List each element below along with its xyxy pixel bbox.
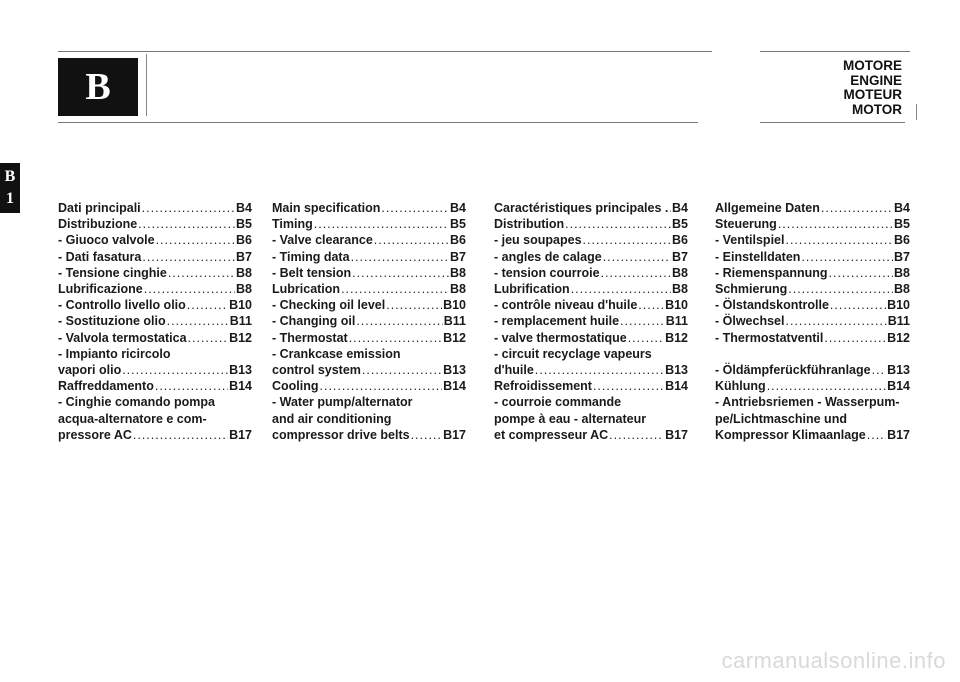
- toc-entry-text: - Ventilspiel: [715, 233, 785, 248]
- toc-entry-page: B13: [665, 363, 688, 378]
- toc-entry-text: - Tensione cinghie: [58, 265, 167, 280]
- toc-dot-leader: [188, 330, 229, 346]
- toc-entry-page: B8: [894, 265, 910, 280]
- toc-entry: [494, 265, 688, 281]
- toc-entry-text: - Riemenspannung: [715, 265, 828, 280]
- toc-entry-page: B14: [887, 379, 910, 394]
- toc-entry-text: - Dati fasatura: [58, 249, 142, 264]
- toc-entry-text: Schmierung: [715, 282, 788, 297]
- toc-entry: [715, 427, 910, 443]
- toc-entry: [715, 216, 910, 232]
- toc-dot-leader: [872, 362, 886, 378]
- header-divider: [146, 54, 147, 116]
- chapter-title-fr: MOTEUR: [843, 87, 902, 102]
- toc-entry-text: Distribuzione: [58, 217, 138, 232]
- toc-entry-page: B14: [229, 379, 252, 394]
- toc-dot-leader: [593, 378, 664, 394]
- toc-entry: [715, 297, 910, 313]
- toc-entry-page: B6: [894, 233, 910, 248]
- toc-entry: [715, 346, 910, 362]
- toc-entry-text: Refroidissement: [494, 379, 592, 394]
- toc-entry: [715, 394, 910, 410]
- side-tab-letter: B: [4, 168, 16, 185]
- toc-dot-leader: [571, 281, 671, 297]
- toc-entry: [494, 394, 688, 410]
- toc-entry-text: Kompressor Klimaanlage: [715, 427, 866, 442]
- toc-entry-text: vapori olio: [58, 363, 122, 378]
- toc-entry: [272, 249, 466, 265]
- toc-entry-page: B10: [229, 298, 252, 313]
- toc-entry-text: Lubrication: [272, 282, 341, 297]
- toc-entry-page: B12: [665, 330, 688, 345]
- toc-entry: [58, 362, 252, 378]
- toc-entry: [58, 330, 252, 346]
- toc-entry-text: - jeu soupapes: [494, 233, 582, 248]
- toc-dot-leader: [821, 200, 893, 216]
- toc-entry-page: B17: [443, 427, 466, 442]
- toc-entry: [272, 330, 466, 346]
- toc-entry-text: and air conditioning: [272, 411, 392, 426]
- side-tab-number: 1: [6, 190, 14, 207]
- toc-entry-page: B5: [672, 217, 688, 232]
- header-bottom-rule: [58, 122, 698, 123]
- toc-dot-leader: [778, 216, 893, 232]
- toc-dot-leader: [583, 232, 671, 248]
- header-top-rule: [58, 51, 712, 52]
- toc-dot-leader: [122, 362, 228, 378]
- toc-dot-leader: [142, 200, 235, 216]
- toc-column-english: [272, 200, 466, 443]
- toc-entry-text: - Ölwechsel: [715, 314, 785, 329]
- toc-column-german: [715, 200, 910, 443]
- toc-dot-leader: [341, 281, 449, 297]
- toc-dot-leader: [138, 216, 235, 232]
- toc-entry-text: Timing: [272, 217, 313, 232]
- toc-dot-leader: [830, 297, 886, 313]
- toc-entry-text: - angles de calage: [494, 249, 602, 264]
- toc-entry-page: B14: [443, 379, 466, 394]
- toc-entry-text: pe/Lichtmaschine und: [715, 411, 847, 426]
- toc-entry: [272, 427, 466, 443]
- toc-entry-text: - Timing data: [272, 249, 350, 264]
- toc-entry-page: B13: [443, 363, 466, 378]
- toc-entry-text: control system: [272, 363, 361, 378]
- toc-entry-page: B7: [450, 249, 466, 264]
- toc-entry-page: B14: [665, 379, 688, 394]
- toc-entry-text: - Thermostat: [272, 330, 348, 345]
- toc-entry-page: B7: [894, 249, 910, 264]
- toc-dot-leader: [351, 249, 449, 265]
- toc-dot-leader: [565, 216, 671, 232]
- toc-entry: [494, 281, 688, 297]
- toc-entry-text: - Belt tension: [272, 265, 352, 280]
- toc-entry-page: B13: [229, 363, 252, 378]
- watermark-text: carmanualsonline.info: [721, 648, 946, 673]
- toc-entry-text: - tension courroie: [494, 265, 600, 280]
- toc-entry-text: - valve thermostatique: [494, 330, 627, 345]
- toc-entry-text: Cooling: [272, 379, 319, 394]
- toc-dot-leader: [638, 297, 664, 313]
- toc-entry-text: Raffreddamento: [58, 379, 154, 394]
- toc-entry-text: - Sostituzione olio: [58, 314, 166, 329]
- toc-entry: [58, 216, 252, 232]
- toc-entry-page: B7: [672, 249, 688, 264]
- toc-entry-page: B12: [229, 330, 252, 345]
- toc-entry: [494, 330, 688, 346]
- toc-entry: [494, 362, 688, 378]
- toc-entry: [715, 411, 910, 427]
- toc-entry-text: Lubrification: [494, 282, 570, 297]
- toc-entry-text: - Impianto ricircolo: [58, 346, 171, 361]
- toc-dot-leader: [386, 297, 442, 313]
- toc-dot-leader: [628, 330, 664, 346]
- toc-entry-text: Lubrificazione: [58, 282, 143, 297]
- toc-entry-text: Kühlung: [715, 379, 766, 394]
- toc-entry-text: compressor drive belts: [272, 427, 410, 442]
- toc-entry: [272, 232, 466, 248]
- toc-entry: [494, 216, 688, 232]
- toc-dot-leader: [349, 330, 442, 346]
- toc-dot-leader: [801, 249, 893, 265]
- toc-entry-text: - Einstelldaten: [715, 249, 801, 264]
- toc-entry-page: B5: [450, 217, 466, 232]
- header-top-rule-right: [760, 51, 910, 52]
- toc-entry-page: B17: [665, 427, 688, 442]
- toc-dot-leader: [411, 427, 443, 443]
- chapter-title-it: MOTORE: [842, 58, 902, 73]
- toc-dot-leader: [609, 427, 664, 443]
- toc-entry-page: B8: [450, 282, 466, 297]
- toc-entry-page: B6: [450, 233, 466, 248]
- toc-entry: [494, 411, 688, 427]
- toc-dot-leader: [142, 249, 235, 265]
- toc-dot-leader: [829, 265, 894, 281]
- toc-entry-page: B8: [672, 265, 688, 280]
- toc-entry-text: - Valve clearance: [272, 233, 373, 248]
- toc-entry: [272, 394, 466, 410]
- toc-entry: [272, 411, 466, 427]
- toc-entry-text: - Antriebsriemen - Wasserpum-: [715, 395, 900, 410]
- toc-entry: [272, 378, 466, 394]
- toc-dot-leader: [352, 265, 449, 281]
- toc-dot-leader: [824, 330, 886, 346]
- toc-dot-leader: [167, 313, 229, 329]
- header-bottom-rule-right: [760, 122, 905, 123]
- chapter-title-en: ENGINE: [850, 72, 902, 88]
- toc-entry-page: B5: [236, 217, 252, 232]
- toc-entry-text: Dati principali: [58, 201, 141, 215]
- toc-entry-text: - remplacement huile: [494, 314, 620, 329]
- toc-entry: [272, 281, 466, 297]
- toc-entry-page: B8: [236, 282, 252, 297]
- toc-entry: [272, 265, 466, 281]
- toc-entry-text: - courroie commande: [494, 395, 622, 410]
- toc-entry-text: Steuerung: [715, 217, 777, 232]
- toc-entry: [58, 346, 252, 362]
- toc-entry: [494, 346, 688, 362]
- toc-entry-page: B11: [229, 314, 252, 329]
- toc-dot-leader: [156, 232, 235, 248]
- toc-entry-page: B5: [894, 217, 910, 232]
- toc-entry-text: Distribution: [494, 217, 565, 232]
- toc-entry-text: - Giuoco valvole: [58, 233, 155, 248]
- toc-entry: [272, 216, 466, 232]
- toc-dot-leader: [356, 313, 442, 329]
- toc-dot-leader: [767, 378, 886, 394]
- toc-entry: [715, 313, 910, 329]
- toc-entry-page: B11: [665, 314, 688, 329]
- toc-entry-text: acqua-alternatore e com-: [58, 411, 207, 426]
- toc-dot-leader: [187, 297, 228, 313]
- toc-entry: [58, 265, 252, 281]
- toc-entry-page: B11: [887, 314, 910, 329]
- toc-entry-page: B6: [236, 233, 252, 248]
- toc-entry: [58, 411, 252, 427]
- toc-entry: [715, 362, 910, 378]
- toc-dot-leader: [601, 265, 671, 281]
- toc-dot-leader: [374, 232, 449, 248]
- toc-entry-text: - circuit recyclage vapeurs: [494, 346, 652, 361]
- toc-entry: [58, 313, 252, 329]
- toc-entry-page: B12: [443, 330, 466, 345]
- toc-dot-leader: [144, 281, 235, 297]
- toc-entry-text: - Crankcase emission: [272, 346, 401, 361]
- toc-entry: [715, 281, 910, 297]
- toc-column-french: [494, 200, 688, 443]
- toc-entry-page: B8: [894, 282, 910, 297]
- toc-entry: [58, 378, 252, 394]
- toc-dot-leader: [320, 378, 443, 394]
- toc-entry: [58, 200, 252, 216]
- toc-entry-text: Allgemeine Daten: [715, 201, 820, 215]
- toc-entry: [494, 297, 688, 313]
- toc-entry: [494, 313, 688, 329]
- toc-entry-text: - Öldämpferückführanlage: [715, 363, 871, 378]
- toc-entry-text: - Checking oil level: [272, 298, 386, 313]
- toc-entry: [715, 249, 910, 265]
- toc-entry: [494, 232, 688, 248]
- toc-entry-text: Main specification: [272, 201, 381, 215]
- toc-entry-page: B17: [229, 427, 252, 442]
- toc-dot-leader: [362, 362, 442, 378]
- toc-entry-page: B10: [443, 298, 466, 313]
- toc-entry-text: Caractéristiques principales .: [494, 201, 669, 215]
- toc-entry: [715, 265, 910, 281]
- toc-dot-leader: [669, 200, 671, 216]
- toc-entry: [272, 362, 466, 378]
- toc-dot-leader: [603, 249, 671, 265]
- toc-entry-text: - Ölstandskontrolle: [715, 298, 829, 313]
- toc-dot-leader: [155, 378, 228, 394]
- toc-entry-text: d'huile: [494, 363, 534, 378]
- toc-entry-page: B8: [672, 282, 688, 297]
- toc-entry: [715, 200, 910, 216]
- title-end-mark: [916, 104, 917, 120]
- toc-entry-text: - contrôle niveau d'huile: [494, 298, 638, 313]
- toc-entry: [272, 346, 466, 362]
- toc-dot-leader: [867, 427, 886, 443]
- side-thumb-tab: [0, 163, 20, 213]
- toc-entry-page: B12: [887, 330, 910, 345]
- toc-entry-text: - Water pump/alternator: [272, 395, 413, 410]
- toc-entry-text: - Cinghie comando pompa: [58, 395, 215, 410]
- toc-entry: [715, 232, 910, 248]
- toc-dot-leader: [168, 265, 235, 281]
- toc-entry: [58, 281, 252, 297]
- chapter-title-de: MOTOR: [852, 101, 902, 117]
- toc-entry-page: B11: [443, 314, 466, 329]
- toc-dot-leader: [535, 362, 664, 378]
- toc-entry-text: et compresseur AC: [494, 427, 609, 442]
- toc-entry-page: B4: [894, 201, 910, 215]
- toc-entry: [494, 378, 688, 394]
- toc-entry: [272, 200, 466, 216]
- toc-entry: [272, 313, 466, 329]
- toc-entry-page: B8: [236, 265, 252, 280]
- toc-entry: [715, 378, 910, 394]
- toc-entry: [58, 394, 252, 410]
- toc-entry: [272, 297, 466, 313]
- toc-entry: [58, 249, 252, 265]
- toc-entry-text: pressore AC: [58, 427, 132, 442]
- toc-dot-leader: [620, 313, 665, 329]
- toc-dot-leader: [785, 232, 893, 248]
- toc-dot-leader: [785, 313, 886, 329]
- toc-dot-leader: [788, 281, 893, 297]
- toc-entry-page: B10: [887, 298, 910, 313]
- toc-entry-text: - Thermostatventil: [715, 330, 824, 345]
- section-badge: B: [58, 58, 138, 116]
- toc-dot-leader: [133, 427, 228, 443]
- toc-entry-text: - Valvola termostatica: [58, 330, 187, 345]
- toc-entry-page: B13: [887, 363, 910, 378]
- toc-entry-page: B4: [236, 201, 252, 215]
- toc-entry-page: B8: [450, 265, 466, 280]
- toc-entry-page: B6: [672, 233, 688, 248]
- toc-entry: [494, 427, 688, 443]
- toc-entry-text: - Controllo livello olio: [58, 298, 186, 313]
- toc-entry: [58, 297, 252, 313]
- toc-entry: [494, 200, 688, 216]
- toc-entry-page: B4: [672, 201, 688, 215]
- toc-entry: [494, 249, 688, 265]
- toc-entry: [715, 330, 910, 346]
- toc-entry-page: B7: [236, 249, 252, 264]
- toc-entry: [58, 232, 252, 248]
- toc-entry-text: - Changing oil: [272, 314, 356, 329]
- toc-entry: [58, 427, 252, 443]
- toc-dot-leader: [314, 216, 449, 232]
- toc-entry-page: B4: [450, 201, 466, 215]
- toc-entry-page: B10: [665, 298, 688, 313]
- toc-entry-page: B17: [887, 427, 910, 442]
- toc-entry-text: pompe à eau - alternateur: [494, 411, 647, 426]
- chapter-title-block: [843, 59, 902, 117]
- toc-dot-leader: [381, 200, 449, 216]
- toc-column-italian: [58, 200, 252, 443]
